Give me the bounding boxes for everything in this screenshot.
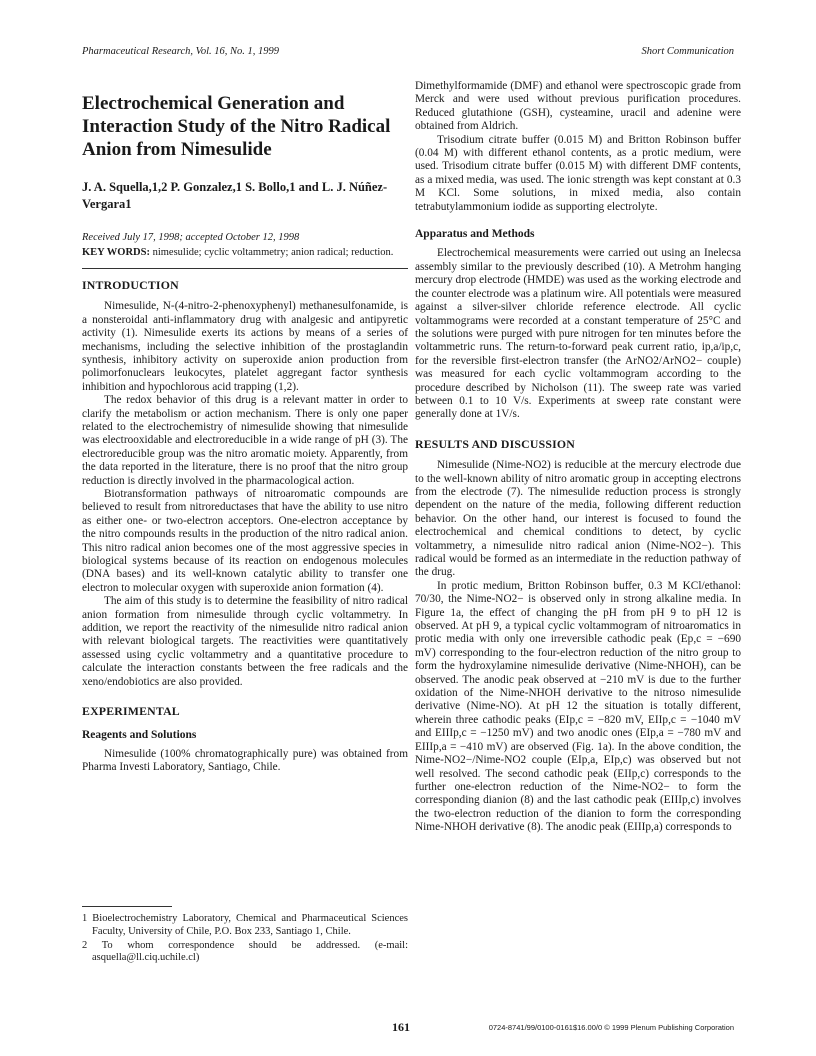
footnote-rule (82, 906, 172, 907)
reagents-paragraph: Nimesulide (100% chromatographically pure) was obtained from Pharma Investi Laboratory, Santiago, Chile. (82, 747, 408, 774)
copyright-line: 0724-8741/99/0100-0161$16.00/0 © 1999 Plenum Publishing Corporation (488, 1023, 734, 1032)
separator (82, 268, 408, 269)
right-column (415, 80, 741, 835)
experimental-heading: EXPERIMENTAL (82, 704, 180, 719)
results-paragraph: Nimesulide (Nime-NO2) is reducible at the mercury electrode due to the well-known ability of nitro aromatic group in accepting electrons from the electrode (7). The nimesulide reduction process is strongly dependent on the nature of the media, following different reduction behavior. On the other hand, our interest is focused to found the electrochemical and chemical conditions to detect, by cyclic voltammetry, a nimesulide nitro radical anion (Nime-NO2−). This radical would be formed as an intermediate in the reduction pathway of the drug. (415, 459, 741, 579)
results-heading: RESULTS AND DISCUSSION (415, 436, 576, 451)
footnotes (82, 906, 408, 966)
footnote: 2 To whom correspondence should be addressed. (e-mail: asquella@ll.ciq.uchile.cl) (82, 939, 408, 964)
left-column (82, 92, 408, 775)
footnote: 1 Bioelectrochemistry Laboratory, Chemical and Pharmaceutical Sciences Faculty, University of Chile, P.O. Box 233, Santiago 1, Chile. (82, 913, 408, 937)
intro-paragraph: Biotransformation pathways of nitroaromatic compounds are believed to result from nitroreductases that have the ability to use nitro as either one- or two-electron acceptors. One-electron acceptance by the nitro compounds results in the production of the nitro radical anion. This nitro radical anion becomes one of the most aggressive species in biological systems because of its reaction on endogenous molecules (DNA bases) and its well-known catalytic ability to transfer one electron to molecular oxygen with superoxide anion formation (4). (82, 488, 408, 594)
apparatus-paragraph: Electrochemical measurements were carried out using an Inelecsa assembly similar to the previously described (10). A Metrohm hanging mercury drop electrode (HMDE) was used as the working electrode and the counter electrode was a platinum wire. All potentials were measured against a silver-silver chloride reference electrode. All cyclic voltammograms were recorded at a constant temperature of 25°C and the solutions were purged with pure nitrogen for ten minutes before the voltammetric runs. The return-to-forward peak current ratio, ip,a/ip,c, for the reversible first-electron transfer (the ArNO2/ArNO2− couple) was measured for each cyclic voltammogram according to the procedure described by Nicholson (11). The sweep rate was varied between 0.1 to 10 V/s. Experiments at sweep rate constant were generally done at 1V/s. (415, 247, 741, 421)
intro-paragraph: Nimesulide, N-(4-nitro-2-phenoxyphenyl) methanesulfonamide, is a nonsteroidal anti-inflammatory drug with analgesic and antipyretic activity (1). Nimesulide exerts its actions by means of a series of mechanisms, including the selective inhibition of the prostaglandin synthesis, inhibitory activity on superoxide anion production from polimorfonuclears leukocytes, platelet aggregant factor synthesis inhibition and hypochlorous acid trapping (1,2). (82, 300, 408, 393)
introduction-heading: INTRODUCTION (82, 277, 179, 292)
reagents-heading: Reagents and Solutions (82, 728, 197, 741)
article-title: Electrochemical Generation and Interaction Study of the Nitro Radical Anion from Nimesulide (82, 93, 391, 160)
received-date: Received July 17, 1998; accepted October 12, 1998 (82, 232, 300, 243)
authors: J. A. Squella,1,2 P. Gonzalez,1 S. Bollo,1 and L. J. Núñez-Vergara1 (82, 180, 388, 211)
apparatus-heading: Apparatus and Methods (415, 228, 535, 241)
journal-header: Pharmaceutical Research, Vol. 16, No. 1, 1999 (82, 46, 280, 57)
keywords-label: KEY WORDS: (82, 247, 150, 259)
reagents-continued: Dimethylformamide (DMF) and ethanol were spectroscopic grade from Merck and were used without previous purification procedures. Reduced glutathione (GSH), cysteamine, uracil and adenine were obtained from Aldrich. (415, 80, 741, 133)
reagents-paragraph: Trisodium citrate buffer (0.015 M) and Britton Robinson buffer (0.04 M) with different ethanol contents, as a protic medium, were used. Trisodium citrate buffer (0.015 M) with different DMF contents, as a mixed media, was used. The ionic strength was kept constant at 0.3 M KCl. Some solutions, in mixed media, also contain tetrabutylammonium iodide as supporting electrolyte. (415, 133, 741, 213)
keywords (82, 247, 408, 260)
article-type-header: Short Communication (641, 46, 734, 57)
page-number: 161 (392, 1020, 410, 1034)
keywords-text: nimesulide; cyclic voltammetry; anion radical; reduction. (152, 247, 394, 259)
intro-paragraph: The aim of this study is to determine the feasibility of nitro radical anion formation from nimesulide through cyclic voltammetry. In addition, we report the reactivity of the nimesulide nitro radical anion with relevant biological targets. The reactivities were quantitatively assessed using cyclic voltammetry and a quantitative procedure to calculate the interaction constants between the free radicals and the xeno/endobiotics are also provided. (82, 595, 408, 688)
intro-paragraph: The redox behavior of this drug is a relevant matter in order to clarify the metabolism or action mechanism. There is only one paper related to the electrochemistry of nimesulide showing that nimesulide was electrooxidable and electroreducible in a wide range of pH (3). The electroreducible group was the nitro aromatic moiety. Apparently, from the data reported in the literature, there is no proof that the nitro group reduction is directly involved in the pharmacological action. (82, 394, 408, 487)
results-paragraph: In protic medium, Britton Robinson buffer, 0.3 M KCl/ethanol: 70/30, the Nime-NO2− is observed only in strong alkaline media. In Figure 1a, the effect of changing the pH from pH 9 to pH 12 is observed. At pH 9, a typical cyclic voltammogram of nitroaromatics in protic media with only one irreversible cathodic peak (Ep,c = −690 mV) corresponding to the four-electron reduction of the nitro group to form the hydroxylamine nimesulide derivative (Nime-NHOH), can be observed. The anodic peak observed at −210 mV is due to the further oxidation of the Nime-NHOH derivative to the nitroso nimesulide derivative (Nime-NO). At pH 12 the situation is totally different, wherein three cathodic peaks (EIp,c = −820 mV, EIIp,c = −1040 mV and EIIIp,c = −1250 mV) and two anodic ones (EIp,a = −780 mV and EIIIp,a = −410 mV) are observed (Fig. 1a). In the above condition, the Nime-NO2−/Nime-NO2 couple (EIp,a, EIp,c) was observed but not well resolved. The second cathodic peak (EIIp,c) corresponds to the further one-electron reduction of the Nime-NO2− to form the corresponding dianion (8) and the last cathodic peak (EIIIp,c) involves the two-electron reduction of the dianion to form the corresponding Nime-NHOH derivative (8). The anodic peak (EIIIp,a) corresponds to (415, 579, 741, 834)
